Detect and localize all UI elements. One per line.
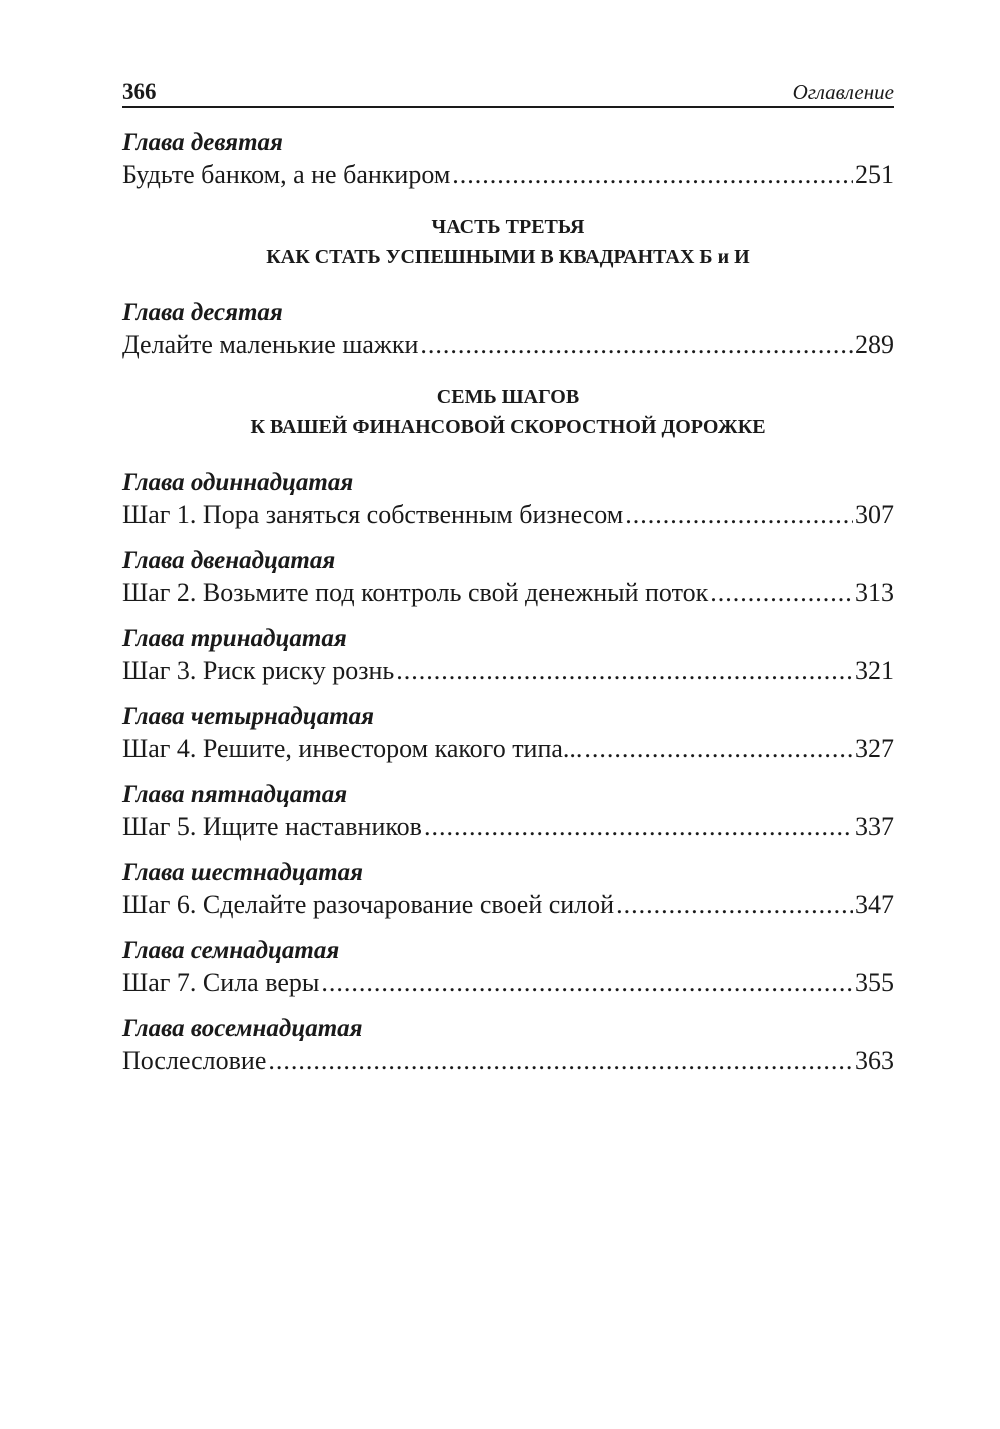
toc-entry[interactable] xyxy=(122,810,894,844)
dot-leader xyxy=(424,810,853,844)
toc-entry[interactable] xyxy=(122,732,894,766)
dot-leader xyxy=(321,966,853,1000)
toc-chapter-10 xyxy=(122,298,894,362)
toc-chapter-11 xyxy=(122,468,894,532)
page-number: 366 xyxy=(122,79,157,104)
dot-leader xyxy=(268,1044,853,1078)
running-title: Оглавление xyxy=(792,80,894,104)
entry-page-number: 337 xyxy=(855,812,894,841)
entry-page-number: 363 xyxy=(855,1046,894,1075)
toc-entry[interactable] xyxy=(122,158,894,192)
entry-page-number: 251 xyxy=(855,160,894,189)
entry-page-number: 347 xyxy=(855,890,894,919)
dot-leader xyxy=(584,732,853,766)
entry-page-number: 321 xyxy=(855,656,894,685)
entry-title: Шаг 6. Сделайте разочарование своей силой xyxy=(122,890,615,919)
toc-chapter-9 xyxy=(122,128,894,192)
entry-title: Шаг 2. Возьмите под контроль свой денежный поток xyxy=(122,578,709,607)
section-heading-line: СЕМЬ ШАГОВ xyxy=(436,386,580,408)
dot-leader xyxy=(710,576,853,610)
chapter-label: Глава пятнадцатая xyxy=(122,781,348,808)
toc-chapter-12 xyxy=(122,546,894,610)
dot-leader xyxy=(452,158,853,192)
toc-entry[interactable] xyxy=(122,966,894,1000)
entry-title: Делайте маленькие шажки xyxy=(122,330,419,359)
section-heading-line: ЧАСТЬ ТРЕТЬЯ xyxy=(431,216,585,238)
dot-leader xyxy=(420,328,853,362)
entry-page-number: 307 xyxy=(855,500,894,529)
entry-title: Будьте банком, а не банкиром xyxy=(122,160,451,189)
section-heading-line: К ВАШЕЙ ФИНАНСОВОЙ СКОРОСТНОЙ ДОРОЖКЕ xyxy=(250,416,766,438)
chapter-label: Глава восемнадцатая xyxy=(122,1015,363,1042)
chapter-label: Глава семнадцатая xyxy=(122,937,340,964)
chapter-label: Глава одиннадцатая xyxy=(122,469,354,496)
entry-title: Шаг 1. Пора заняться собственным бизнесом xyxy=(122,500,624,529)
section-heading-line: КАК СТАТЬ УСПЕШНЫМИ В КВАДРАНТАХ Б и И xyxy=(266,246,750,268)
entry-page-number: 289 xyxy=(855,330,894,359)
toc-entry[interactable] xyxy=(122,498,894,532)
toc-entry[interactable] xyxy=(122,328,894,362)
toc-entry[interactable] xyxy=(122,1044,894,1078)
entry-title: Шаг 4. Решите, инвестором какого типа... xyxy=(122,734,583,763)
dot-leader xyxy=(396,654,853,688)
chapter-label: Глава девятая xyxy=(122,129,283,156)
chapter-label: Глава десятая xyxy=(122,299,283,326)
dot-leader xyxy=(625,498,853,532)
toc-chapter-17 xyxy=(122,936,894,1000)
entry-title: Шаг 3. Риск риску рознь xyxy=(122,656,395,685)
toc-chapter-16 xyxy=(122,858,894,922)
entry-page-number: 327 xyxy=(855,734,894,763)
chapter-label: Глава шестнадцатая xyxy=(122,859,363,886)
chapter-label: Глава четырнадцатая xyxy=(122,703,375,730)
toc-entry[interactable] xyxy=(122,576,894,610)
part-three-heading xyxy=(122,212,894,272)
entry-title: Послесловие xyxy=(122,1046,267,1075)
dot-leader xyxy=(616,888,853,922)
entry-page-number: 313 xyxy=(855,578,894,607)
chapter-label: Глава тринадцатая xyxy=(122,625,347,652)
entry-page-number: 355 xyxy=(855,968,894,997)
toc-entry[interactable] xyxy=(122,888,894,922)
seven-steps-heading xyxy=(122,382,894,442)
page-header xyxy=(122,78,894,108)
toc-entry[interactable] xyxy=(122,654,894,688)
toc-chapter-14 xyxy=(122,702,894,766)
toc-chapter-15 xyxy=(122,780,894,844)
entry-title: Шаг 7. Сила веры xyxy=(122,968,320,997)
chapter-label: Глава двенадцатая xyxy=(122,547,336,574)
toc-chapter-18 xyxy=(122,1014,894,1078)
table-of-contents xyxy=(122,128,894,1092)
entry-title: Шаг 5. Ищите наставников xyxy=(122,812,422,841)
toc-chapter-13 xyxy=(122,624,894,688)
